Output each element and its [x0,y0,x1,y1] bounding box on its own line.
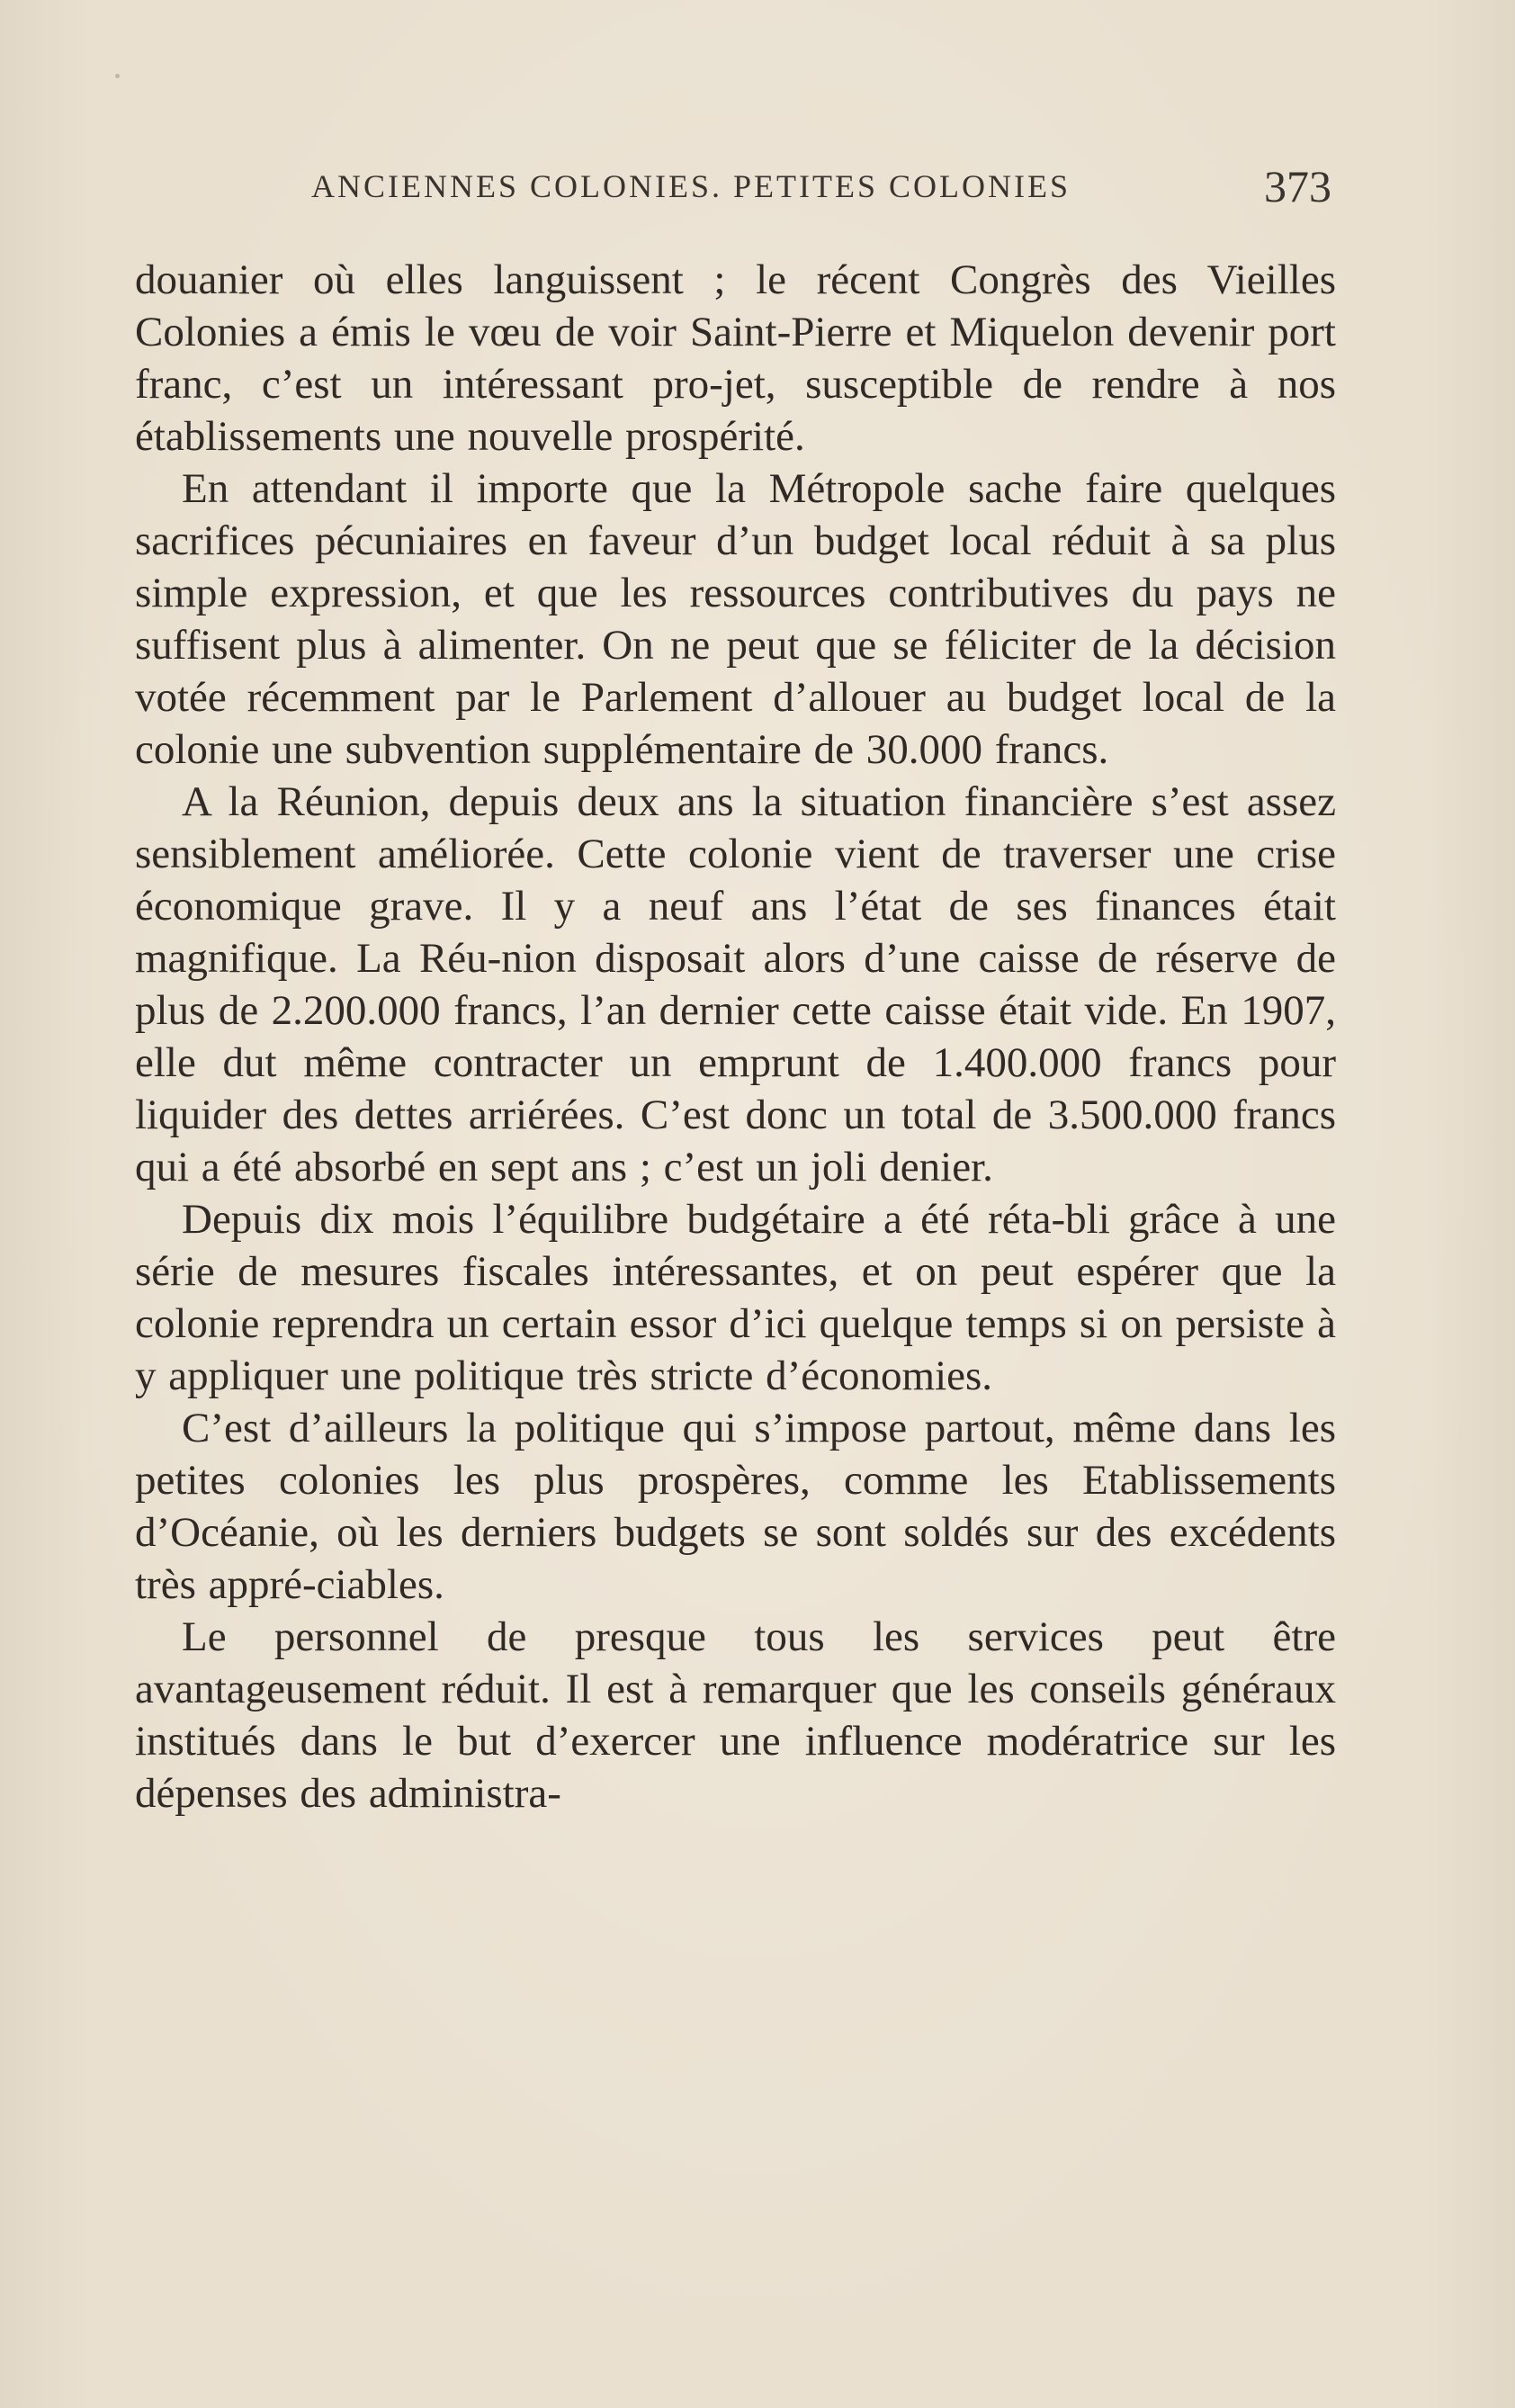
body-text [135,254,1336,1819]
paper-speck [115,74,120,78]
paragraph-3: A la Réunion, depuis deux ans la situation financière s’est assez sensiblement améliorée. Cette colonie vient de traverser une crise économique grave. Il y a neuf ans l’état de ses finances était magnifique. La Réu-nion disposait alors d’une caisse de réserve de plus de 2.200.000 francs, l’an dernier cette caisse était vide. En 1907, elle dut même contracter un emprunt de 1.400.000 francs pour liquider des dettes arriérées. C’est donc un total de 3.500.000 francs qui a été absorbé en sept ans ; c’est un joli denier. [135,778,1336,1191]
page-number: 373 [1264,161,1331,211]
running-title: ANCIENNES COLONIES. PETITES COLONIES [311,168,1071,204]
paragraph-2: En attendant il importe que la Métropole sache faire quelques sacrifices pécuniaires en faveur d’un budget local réduit à sa plus simple expression, et que les ressources contributives du pays ne suffisent plus à alimenter. On ne peut que se féliciter de la décision votée récemment par le Parlement d’allouer au budget local de la colonie une subvention supplémentaire de 30.000 francs. [135,465,1336,773]
paragraph-1: douanier où elles languissent ; le récent Congrès des Vieilles Colonies a émis le vœu de voir Saint-Pierre et Miquelon devenir port franc, c’est un intéressant pro-jet, susceptible de rendre à nos établissements une nouvelle prospérité. [135,256,1336,460]
paragraph-4: Depuis dix mois l’équilibre budgétaire a été réta-bli grâce à une série de mesures fiscales intéressantes, et on peut espérer que la colonie reprendra un certain essor d’ici quelque temps si on persiste à y appliquer une politique très stricte d’économies. [135,1196,1336,1399]
paragraph-5: C’est d’ailleurs la politique qui s’impose partout, même dans les petites colonies les plus prospères, comme les Etablissements d’Océanie, où les derniers budgets se sont soldés sur des excédents très appré-ciables. [135,1405,1336,1608]
running-head [135,161,1331,218]
paragraph-6: Le personnel de presque tous les services peut être avantageusement réduit. Il est à remarquer que les conseils généraux institués dans le but d’exercer une influence modératrice sur les dépenses des administra- [135,1613,1336,1817]
